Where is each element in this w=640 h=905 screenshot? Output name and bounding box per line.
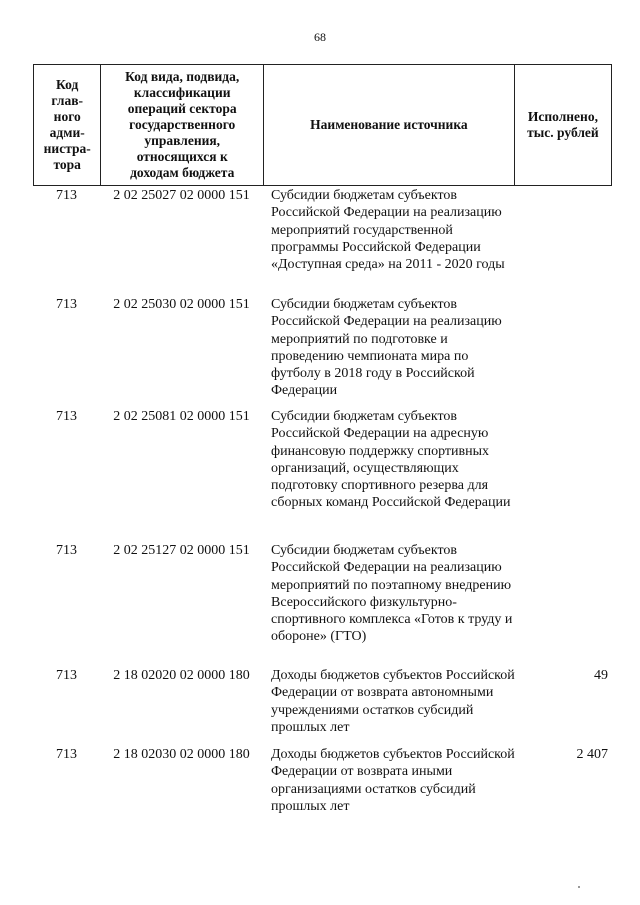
source-name-cell: Субсидии бюджетам субъектов Российской Федерации на реализацию мероприятий по поэтапному внедрению Всероссийского физкультурно-спортивного комплекса «Готов к труду и обороне» (ГТО) — [271, 543, 513, 645]
table-row — [33, 746, 612, 826]
amount-cell: 2 407 — [576, 747, 608, 762]
income-code-cell: 2 02 25030 02 0000 151 — [113, 297, 250, 312]
source-name-cell: Субсидии бюджетам субъектов Российской Федерации на адресную финансовую поддержку спортивных организаций, осуществляющих подготовку спортивного резерва для сборных команд Российской Федерации — [271, 409, 511, 511]
admin-code-cell: 713 — [56, 543, 77, 558]
admin-code-cell: 713 — [56, 668, 77, 683]
table-row — [33, 542, 612, 667]
source-name-cell: Доходы бюджетов субъектов Российской Федерации от возврата автономными учреждениями остатков субсидий прошлых лет — [271, 668, 515, 735]
table-row — [33, 187, 612, 296]
admin-code-cell: 713 — [56, 297, 77, 312]
income-code-cell: 2 02 25127 02 0000 151 — [113, 543, 250, 558]
header-income-code: Код вида, подвида, классификации операций сектора государственного управления, относящихся к доходам бюджета — [101, 65, 264, 185]
header-executed-amount: Исполнено, тыс. рублей — [527, 109, 599, 140]
amount-cell — [515, 408, 612, 542]
amount-cell — [515, 187, 612, 296]
page-number: 68 — [314, 30, 326, 44]
table-row — [33, 408, 612, 542]
admin-code-cell: 713 — [56, 188, 77, 203]
scan-speck — [578, 886, 580, 888]
amount-cell: 49 — [594, 668, 608, 683]
table-header — [33, 64, 612, 186]
income-code-cell: 2 18 02020 02 0000 180 — [113, 668, 250, 683]
amount-cell — [515, 542, 612, 667]
income-code-cell: 2 02 25027 02 0000 151 — [113, 188, 250, 203]
table-row — [33, 296, 612, 408]
income-code-cell: 2 02 25081 02 0000 151 — [113, 409, 250, 424]
admin-code-cell: 713 — [56, 409, 77, 424]
amount-cell — [515, 296, 612, 408]
source-name-cell: Субсидии бюджетам субъектов Российской Федерации на реализацию мероприятий по подготовке и проведению чемпионата мира по футболу в 2018 году в Российской Федерации — [271, 297, 502, 399]
source-name-cell: Субсидии бюджетам субъектов Российской Федерации на реализацию мероприятий государственной программы Российской Федерации «Доступная среда» на 2011 - 2020 годы — [271, 188, 505, 273]
table-row — [33, 667, 612, 746]
table-body — [33, 187, 612, 826]
header-source-name: Наименование источника — [264, 65, 515, 185]
admin-code-cell: 713 — [56, 747, 77, 762]
income-code-cell: 2 18 02030 02 0000 180 — [113, 747, 250, 762]
header-admin-code: Код глав- ного адми- нистра- тора — [34, 65, 101, 185]
source-name-cell: Доходы бюджетов субъектов Российской Федерации от возврата иными организациями остатков субсидий прошлых лет — [271, 747, 515, 814]
